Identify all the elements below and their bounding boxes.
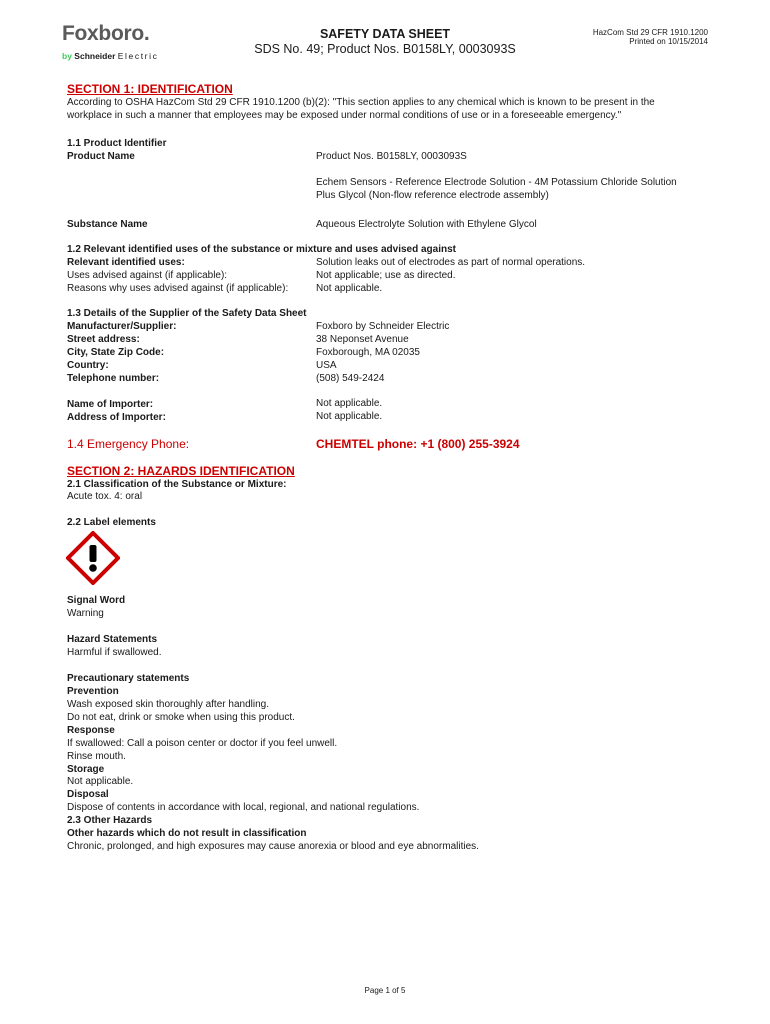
response-line-2: Rinse mouth. (67, 751, 126, 762)
importer-name-value: Not applicable. (316, 398, 383, 409)
prevention-line-2: Do not eat, drink or smoke when using this product. (67, 712, 295, 723)
street-value: 38 Neponset Avenue (316, 334, 409, 345)
logo-by: by (62, 51, 72, 61)
s13-title: 1.3 Details of the Supplier of the Safety Data Sheet (67, 308, 307, 319)
city-value: Foxborough, MA 02035 (316, 347, 420, 358)
city-label: City, State Zip Code: (67, 347, 165, 358)
street-label: Street address: (67, 334, 140, 345)
storage-label: Storage (67, 764, 105, 775)
substance-name-label: Substance Name (67, 219, 148, 230)
printed-date: Printed on 10/15/2014 (629, 37, 708, 46)
manufacturer-value: Foxboro by Schneider Electric (316, 321, 450, 332)
substance-name-value: Aqueous Electrolyte Solution with Ethylene Glycol (316, 219, 537, 230)
product-desc-line-2: Plus Glycol (Non-flow reference electrode assembly) (316, 190, 549, 201)
hazard-statements-label: Hazard Statements (67, 634, 158, 645)
ghs-exclamation-mark-icon (66, 531, 120, 585)
uses-label: Relevant identified uses: (67, 257, 185, 268)
precautionary-label: Precautionary statements (67, 673, 190, 684)
s11-title: 1.1 Product Identifier (67, 138, 167, 149)
hazard-statements-value: Harmful if swallowed. (67, 647, 162, 658)
prevention-label: Prevention (67, 686, 119, 697)
uses-value: Solution leaks out of electrodes as part of normal operations. (316, 257, 586, 268)
other-hazards-label: Other hazards which do not result in classification (67, 828, 307, 839)
logo-brand: Schneider (74, 51, 116, 61)
document-title: SAFETY DATA SHEET (319, 27, 451, 41)
reasons-value: Not applicable. (316, 283, 383, 294)
response-line-1: If swallowed: Call a poison center or doctor if you feel unwell. (67, 738, 338, 749)
telephone-value: (508) 549-2424 (316, 373, 385, 384)
other-hazards-value: Chronic, prolonged, and high exposures may cause anorexia or blood and eye abnormalities. (67, 841, 479, 852)
disposal-value: Dispose of contents in accordance with local, regional, and national regulations. (67, 802, 420, 813)
disposal-label: Disposal (67, 789, 109, 800)
product-desc-line-1: Echem Sensors - Reference Electrode Solution - 4M Potassium Chloride Solution (316, 177, 677, 188)
section-1-intro: According to OSHA HazCom Std 29 CFR 1910.1200 (b)(2): "This section applies to any chemical which is known to be present in the workplace in such a manner that employees may be exposed under normal conditions of use or in a foreseeable emergency." (67, 97, 655, 121)
signal-word-label: Signal Word (67, 595, 126, 606)
reasons-label: Reasons why uses advised against (if applicable): (67, 283, 289, 294)
response-label: Response (67, 725, 115, 736)
importer-address-value: Not applicable. (316, 411, 383, 422)
country-label: Country: (67, 360, 109, 371)
country-value: USA (316, 360, 337, 371)
section-1-heading: SECTION 1: IDENTIFICATION (67, 82, 233, 96)
telephone-label: Telephone number: (67, 373, 160, 384)
importer-address-label: Address of Importer: (67, 412, 166, 423)
logo-electric: Electric (117, 51, 159, 61)
importer-name-label: Name of Importer: (67, 399, 154, 410)
emergency-phone-label: 1.4 Emergency Phone: (67, 437, 190, 451)
uses-against-value: Not applicable; use as directed. (316, 270, 456, 281)
emergency-phone-value: CHEMTEL phone: +1 (800) 255-3924 (316, 437, 520, 451)
document-subtitle: SDS No. 49; Product Nos. B0158LY, 0003093S (254, 42, 516, 56)
storage-value: Not applicable. (67, 776, 134, 787)
s12-title: 1.2 Relevant identified uses of the substance or mixture and uses advised against (67, 244, 457, 255)
hazcom-reference: HazCom Std 29 CFR 1910.1200 (592, 28, 708, 37)
page-number: Page 1 of 5 (364, 986, 406, 995)
section-2-heading: SECTION 2: HAZARDS IDENTIFICATION (67, 464, 295, 478)
s21-value: Acute tox. 4: oral (67, 491, 143, 502)
uses-against-label: Uses advised against (if applicable): (67, 270, 228, 281)
product-name-label: Product Name (67, 151, 135, 162)
s22-title: 2.2 Label elements (67, 517, 156, 528)
prevention-line-1: Wash exposed skin thoroughly after handling. (67, 699, 269, 710)
s23-title: 2.3 Other Hazards (67, 815, 153, 826)
s21-title: 2.1 Classification of the Substance or Mixture: (67, 479, 287, 490)
signal-word-value: Warning (67, 608, 104, 619)
product-name-value: Product Nos. B0158LY, 0003093S (316, 151, 467, 162)
manufacturer-label: Manufacturer/Supplier: (67, 321, 177, 332)
foxboro-logo: Foxboro. (62, 22, 150, 45)
